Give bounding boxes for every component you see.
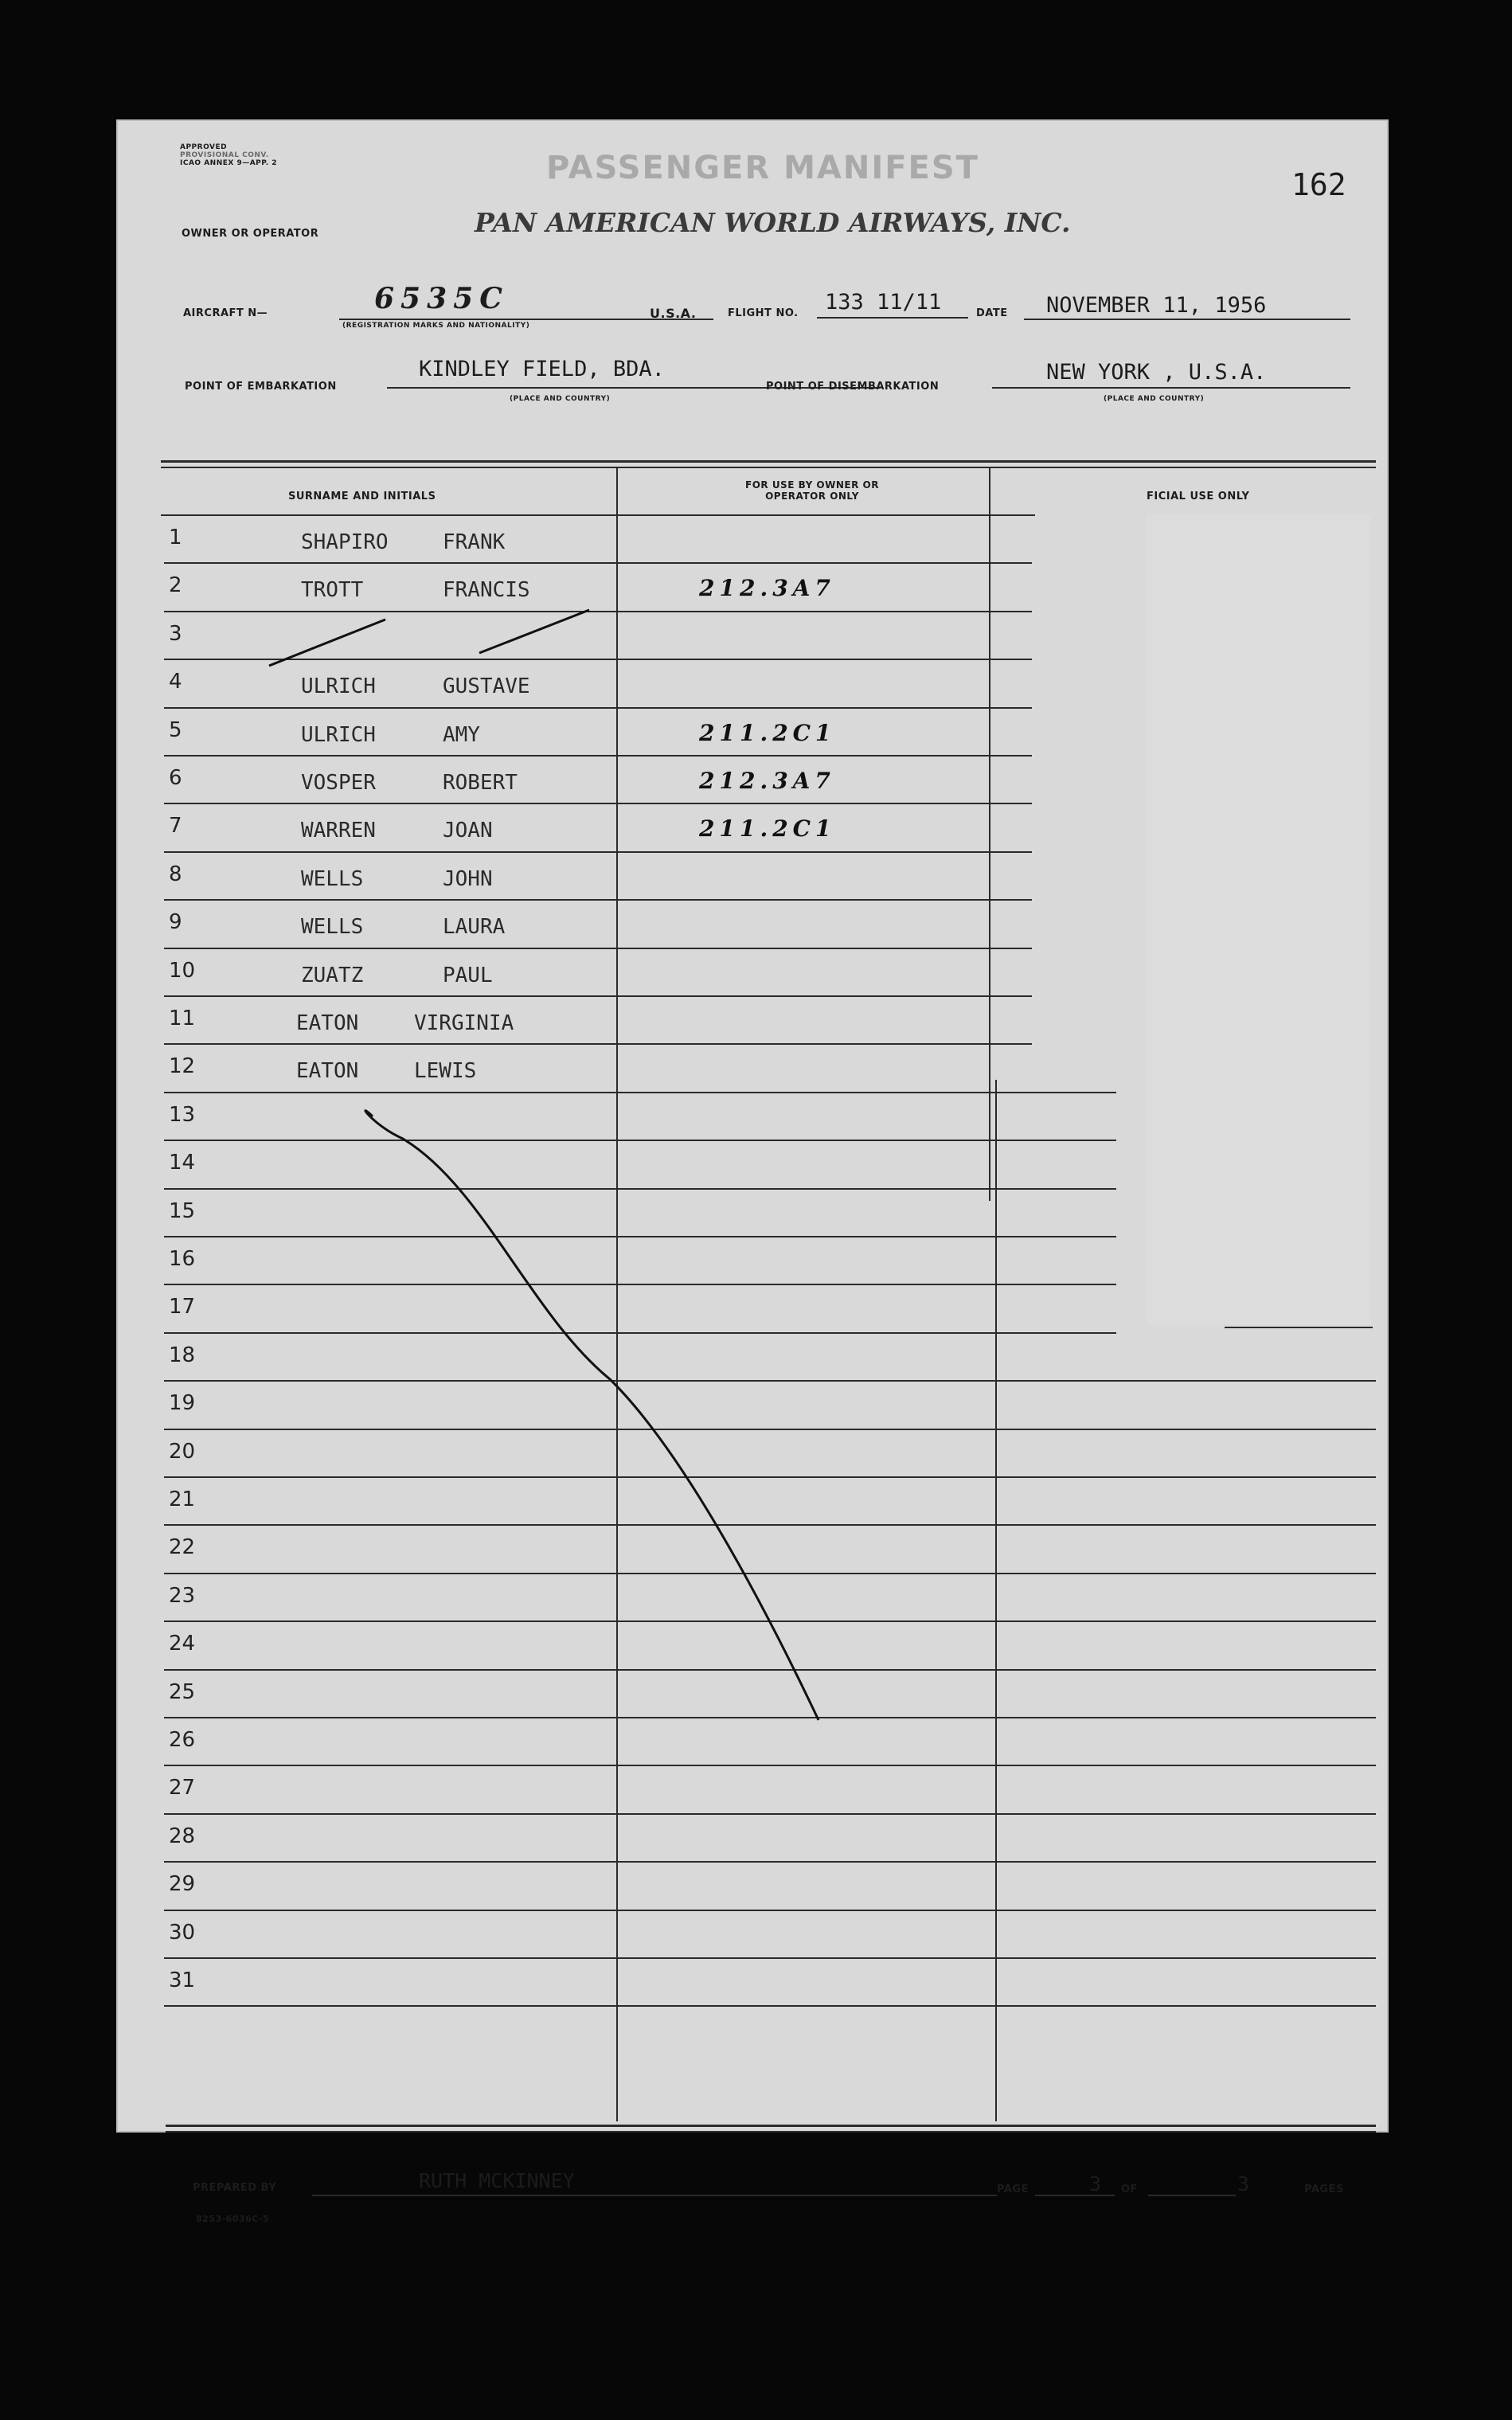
row-number: 25 — [169, 1679, 196, 1704]
of-value: 3 — [1237, 2172, 1250, 2195]
passenger-surname: EATON — [296, 1059, 359, 1084]
passenger-given-name: JOHN — [443, 866, 493, 891]
row-number: 28 — [169, 1824, 196, 1848]
passenger-surname: WELLS — [301, 915, 364, 940]
of-label: OF — [1121, 2183, 1138, 2195]
row-number: 2 — [169, 573, 182, 598]
passenger-surname: ZUATZ — [301, 963, 364, 987]
flight-value: 133 11/11 — [825, 290, 942, 315]
date-value: NOVEMBER 11, 1956 — [1046, 293, 1267, 318]
passenger-given-name: LEWIS — [414, 1059, 477, 1084]
date-label: DATE — [976, 307, 1008, 319]
owner-label: OWNER OR OPERATOR — [182, 228, 319, 240]
embark-value: KINDLEY FIELD, BDA. — [419, 357, 665, 381]
row-number: 8 — [169, 862, 182, 886]
row-number: 22 — [169, 1535, 196, 1560]
pages-label: PAGES — [1304, 2183, 1344, 2195]
row-number: 24 — [169, 1632, 196, 1656]
owner-use-code: 211.2C1 — [699, 815, 836, 843]
row-number: 13 — [169, 1102, 196, 1127]
owner-value: PAN AMERICAN WORLD AIRWAYS, INC. — [475, 207, 1071, 238]
row-number: 4 — [169, 670, 182, 694]
row-number: 6 — [169, 766, 182, 790]
passenger-surname: WELLS — [301, 866, 364, 891]
disembark-sub: (PLACE AND COUNTRY) — [1104, 395, 1205, 403]
passenger-given-name: ROBERT — [443, 771, 518, 795]
embark-label: POINT OF EMBARKATION — [185, 381, 337, 393]
row3-strike-left — [269, 620, 385, 666]
prepared-label: PREPARED BY — [193, 2182, 277, 2194]
handwritten-marks — [116, 119, 1389, 2133]
blank-rows-cancel-line — [365, 1111, 819, 1720]
row-number: 15 — [169, 1198, 196, 1223]
row-number: 9 — [169, 910, 182, 935]
prepared-value: RUTH MCKINNEY — [419, 2169, 575, 2192]
row3-strike-right — [479, 610, 589, 653]
page-title: PASSENGER MANIFEST — [546, 150, 979, 186]
passenger-given-name: GUSTAVE — [443, 674, 530, 699]
owner-use-code: 211.2C1 — [699, 719, 836, 746]
col-owner-header: FOR USE BY OWNER OR OPERATOR ONLY — [745, 479, 879, 502]
passenger-surname: WARREN — [301, 819, 376, 843]
page-label: PAGE — [997, 2183, 1029, 2195]
flight-label: FLIGHT NO. — [728, 307, 799, 319]
passenger-surname: ULRICH — [301, 674, 376, 699]
aircraft-sub: (REGISTRATION MARKS AND NATIONALITY) — [342, 322, 530, 330]
row-number: 16 — [169, 1247, 196, 1271]
manifest-sheet — [116, 119, 1389, 2224]
row-number: 5 — [169, 717, 182, 742]
passenger-given-name: FRANCIS — [443, 578, 530, 603]
row-number: 20 — [169, 1439, 196, 1464]
row-number: 14 — [169, 1151, 196, 1175]
disembark-value: NEW YORK , U.S.A. — [1046, 360, 1267, 385]
aircraft-value: 6535C — [374, 282, 509, 315]
approved-line: APPROVED — [180, 143, 228, 151]
col-official-header: FICIAL USE ONLY — [1147, 491, 1250, 502]
row-number: 19 — [169, 1391, 196, 1416]
row-number: 29 — [169, 1872, 196, 1897]
embark-sub: (PLACE AND COUNTRY) — [510, 395, 611, 403]
row-number: 3 — [169, 621, 182, 646]
passenger-given-name: JOAN — [443, 819, 493, 843]
row-number: 31 — [169, 1968, 196, 1992]
passenger-given-name: FRANK — [443, 530, 506, 554]
row-number: 23 — [169, 1583, 196, 1608]
row-number: 11 — [169, 1007, 196, 1030]
owner-use-code: 212.3A7 — [699, 768, 835, 794]
row-number: 30 — [169, 1920, 196, 1945]
row-number: 12 — [169, 1054, 196, 1079]
passenger-surname: TROTT — [301, 578, 364, 603]
passenger-surname: VOSPER — [301, 771, 376, 795]
passenger-surname: SHAPIRO — [301, 530, 389, 554]
passenger-given-name: PAUL — [443, 963, 493, 987]
page-value: 3 — [1089, 2172, 1102, 2195]
passenger-given-name: VIRGINIA — [414, 1011, 514, 1035]
usa-label: U.S.A. — [650, 306, 697, 321]
page-stamp-number: 162 — [1291, 167, 1346, 202]
col-surname-header: SURNAME AND INITIALS — [288, 491, 436, 502]
owner-use-code: 212.3A7 — [699, 575, 835, 602]
row-number: 1 — [169, 526, 182, 549]
row-number: 10 — [169, 958, 196, 983]
row-number: 21 — [169, 1488, 196, 1511]
passenger-surname: EATON — [296, 1011, 359, 1035]
row-number: 26 — [169, 1728, 196, 1752]
form-number: 8253-6036C-5 — [196, 2214, 270, 2224]
row-number: 18 — [169, 1343, 196, 1367]
row-number: 27 — [169, 1776, 196, 1800]
approved-line: PROVISIONAL CONV. — [180, 151, 269, 159]
approved-line: ICAO ANNEX 9—APP. 2 — [180, 159, 278, 167]
disembark-label: POINT OF DISEMBARKATION — [766, 381, 940, 393]
row-number: 7 — [169, 814, 182, 839]
row-number: 17 — [169, 1295, 196, 1319]
passenger-given-name: LAURA — [443, 915, 506, 940]
passenger-surname: ULRICH — [301, 722, 376, 747]
passenger-given-name: AMY — [443, 722, 480, 747]
aircraft-label: AIRCRAFT N— — [183, 307, 268, 319]
